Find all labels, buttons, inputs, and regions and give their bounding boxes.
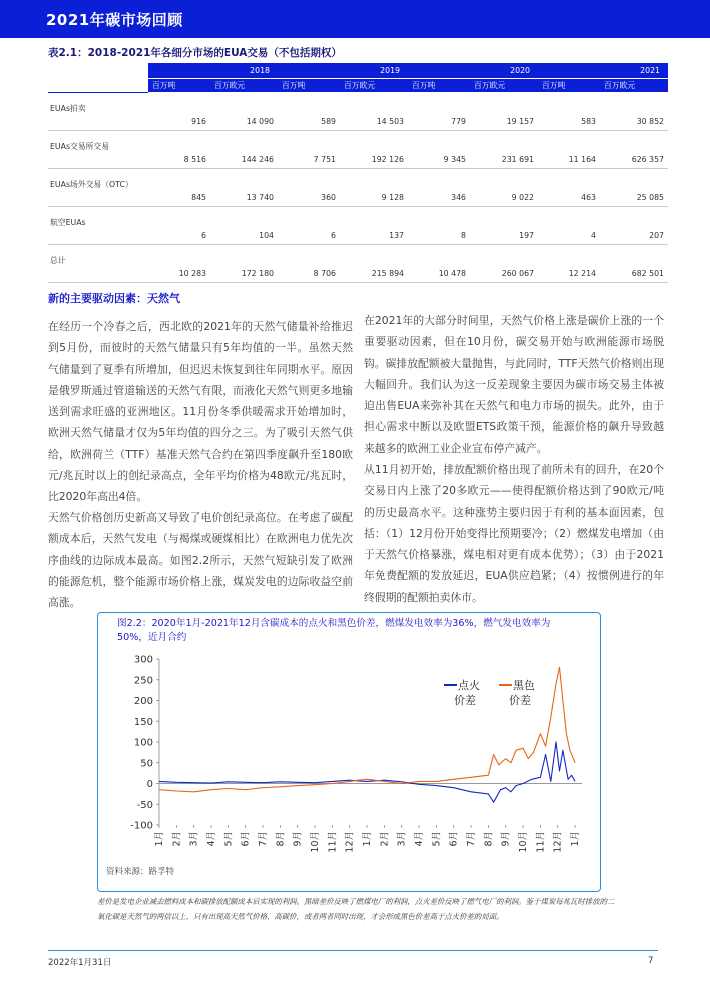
footer-date: 2022年1月31日 (48, 958, 112, 968)
table-cell: 11 164 (538, 130, 600, 168)
figure-note: 差价是发电企业减去燃料成本和碳排放配额成本后实现的利润。黑暗差价反映了燃煤电厂的利润，点火差价反映了燃气电厂的利润。鉴于煤炭每兆瓦时排放的二氧化碳是天然气的两倍以上，只有出现高天然气价格、高碳价，或者两者同时出现，才会形成黑色价差高于点火价差的局面。 (97, 897, 615, 921)
table-cell: 779 (408, 92, 470, 130)
legend-spark-spread-label-line1: 点火 (458, 679, 480, 692)
table-cell: 9 345 (408, 130, 470, 168)
x-tick-label: 9月 (292, 831, 304, 847)
unit-header: 百万欧元 (210, 79, 278, 93)
legend-dark-spread-label-line1: 黑色 (513, 679, 535, 692)
table-cell: 8 516 (148, 130, 210, 168)
header-bar (0, 0, 710, 38)
unit-header: 百万欧元 (470, 79, 538, 93)
paragraph-right-1: 在2021年的大部分时间里，天然气价格上涨是碳价上涨的一个重要驱动因素，但在10月份，碳交易开始与欧洲能源市场脱钩。碳排放配额被大量抛售，与此同时，TTF天然气价格则出现大幅回升。我们认为这一反差现象主要因为碳市场交易主体被迫出售EUA来弥补其在天然气和电力市场的损失。此外，由于担心需求中断以及欧盟ETS政策干预，能源价格的飙升导致越来越多的欧洲工业企业宣布停产减产。 (364, 314, 664, 455)
table-cell: 6 (148, 206, 210, 244)
x-tick-label: 10月 (310, 831, 322, 853)
x-tick-label: 8月 (275, 831, 287, 847)
table-cell: 19 157 (470, 92, 538, 130)
year-header: 2021 (538, 63, 668, 79)
table-cell: 231 691 (470, 130, 538, 168)
table-cell: 682 501 (600, 244, 668, 282)
x-tick-label: 6月 (240, 831, 252, 847)
y-tick-label: 300 (133, 654, 153, 666)
legend-dark-spread-label-line2: 价差 (509, 694, 531, 707)
table-cell: 192 126 (340, 130, 408, 168)
x-tick-label: 8月 (483, 831, 495, 847)
x-tick-label: 3月 (188, 831, 200, 847)
x-tick-label: 6月 (448, 831, 460, 847)
row-label: 航空EUAs (48, 206, 148, 244)
footer-rule (48, 950, 658, 951)
x-tick-label: 3月 (396, 831, 408, 847)
year-header-row (48, 63, 668, 79)
table-cell: 215 894 (340, 244, 408, 282)
y-tick-label: 150 (133, 716, 153, 728)
spread-line-chart (97, 645, 597, 867)
figure-caption: 图2.2：2020年1月-2021年12月含碳成本的点火和黑色价差，燃煤发电效率为36%，燃气发电效率为50%，近月合约 (117, 618, 551, 643)
table-cell: 14 090 (210, 92, 278, 130)
year-header: 2018 (148, 63, 278, 79)
table-cell: 25 085 (600, 168, 668, 206)
table-cell: 583 (538, 92, 600, 130)
x-tick-label: 1月 (154, 831, 165, 847)
row-label: 总计 (48, 244, 148, 282)
x-tick-label: 2月 (171, 831, 183, 847)
table-cell: 144 246 (210, 130, 278, 168)
table-cell: 9 022 (470, 168, 538, 206)
table-cell: 197 (470, 206, 538, 244)
table-cell: 104 (210, 206, 278, 244)
x-tick-label: 2月 (379, 831, 391, 847)
x-tick-label: 4月 (206, 831, 218, 847)
y-tick-label: -50 (136, 799, 153, 811)
table-cell: 9 128 (340, 168, 408, 206)
x-tick-label: 7月 (258, 831, 270, 847)
row-label: EUAs交易所交易 (48, 130, 148, 168)
figure-source: 资料来源：路孚特 (106, 867, 175, 877)
chart-legend (444, 678, 535, 707)
table-cell: 346 (408, 168, 470, 206)
paragraph-right-2: 从11月初开始，排放配额价格出现了前所未有的回升，在20个交易日内上涨了20多欧元——使得配额价格达到了90欧元/吨的历史最高水平。这种涨势主要归因于有利的基本面因素，包括：（1）12月份开始变得比预期要冷；（2）燃煤发电增加（由于天然气价格暴涨，煤电相对更有成本优势）；（3）由于2021年免费配额的发放延迟，EUA供应趋紧；（4）按惯例进行的年终假期的配额拍卖休市。 (364, 463, 664, 604)
x-tick-label: 5月 (431, 831, 443, 847)
legend-spark-spread-label-line2: 价差 (454, 694, 476, 707)
table-cell: 6 (278, 206, 340, 244)
table-cell: 14 503 (340, 92, 408, 130)
table-corner (48, 63, 148, 79)
row-label: EUAs场外交易（OTC） (48, 168, 148, 206)
year-header: 2020 (408, 63, 538, 79)
eua-trading-table (48, 63, 668, 283)
unit-header: 百万吨 (408, 79, 470, 93)
x-tick-label: 5月 (223, 831, 235, 847)
row-label: EUAs拍卖 (48, 92, 148, 130)
table-cell: 7 751 (278, 130, 340, 168)
table-row-total (48, 244, 668, 282)
table-cell: 137 (340, 206, 408, 244)
y-tick-label: 250 (133, 675, 153, 687)
x-tick-label: 1月 (362, 831, 374, 847)
x-tick-label: 11月 (535, 831, 547, 853)
unit-header-row (48, 79, 668, 93)
table-cell: 30 852 (600, 92, 668, 130)
page-number: 7 (648, 956, 654, 966)
section-title: 新的主要驱动因素：天然气 (48, 292, 180, 305)
table-cell: 4 (538, 206, 600, 244)
x-tick-label: 7月 (466, 831, 478, 847)
table-row (48, 168, 668, 206)
y-tick-label: 200 (133, 696, 153, 707)
table-row (48, 92, 668, 130)
unit-header: 百万吨 (278, 79, 340, 93)
x-tick-label: 10月 (518, 831, 530, 853)
table-cell: 916 (148, 92, 210, 130)
table-cell: 360 (278, 168, 340, 206)
table-cell: 463 (538, 168, 600, 206)
x-tick-label: 9月 (500, 831, 512, 847)
paragraph-left-1: 在经历一个冷春之后，西北欧的2021年的天然气储量补给推迟到5月份，而彼时的天然气储量只有5年均值的一半。虽然天然气储量到了夏季有所增加，但迟迟未恢复到往年同期水平。原因是俄罗斯通过管道输送的天然气有限，而液化天然气则更多地输送到需求旺盛的亚洲地区。11月份冬季供暖需求开始增加时，欧洲天然气储量才仅为5年均值的四分之三。为了吸引天然气供给，欧洲荷兰（TTF）基准天然气合约在第四季度飙升至180欧元/兆瓦时以上的创纪录高点，全年平均价格为48欧元/兆瓦时，比2020年高出4倍。 (48, 320, 353, 504)
x-tick-label: 11月 (327, 831, 339, 853)
x-tick-label: 12月 (344, 831, 356, 853)
unit-header: 百万吨 (148, 79, 210, 93)
y-tick-label: 50 (140, 758, 153, 770)
table-cell: 10 283 (148, 244, 210, 282)
unit-header: 百万欧元 (600, 79, 668, 93)
paragraph-left-2: 天然气价格创历史新高又导致了电价创纪录高位。在考虑了碳配额成本后，天然气发电（与褐煤或硬煤相比）在欧洲电力优先次序曲线的边际成本最高。如图2.2所示，天然气短缺引发了欧洲的能源危机，整个能源市场价格上涨，煤炭发电的边际收益空前高涨。 (48, 511, 353, 610)
table-row (48, 206, 668, 244)
table-caption: 表2.1：2018-2021年各细分市场的EUA交易（不包括期权） (48, 47, 342, 59)
x-tick-label: 1月 (570, 831, 582, 847)
table-cell: 260 067 (470, 244, 538, 282)
table-cell: 13 740 (210, 168, 278, 206)
unit-header: 百万吨 (538, 79, 600, 93)
spark-spread-line (159, 742, 575, 802)
x-tick-label: 12月 (552, 831, 564, 853)
table-cell: 8 (408, 206, 470, 244)
unit-header: 百万欧元 (340, 79, 408, 93)
x-tick-label: 4月 (414, 831, 426, 847)
y-tick-label: 100 (133, 737, 153, 749)
table-cell: 172 180 (210, 244, 278, 282)
year-header: 2019 (278, 63, 408, 79)
report-title: 2021年碳市场回顾 (46, 11, 183, 29)
table-cell: 8 706 (278, 244, 340, 282)
y-tick-label: -100 (130, 820, 153, 832)
table-cell: 207 (600, 206, 668, 244)
table-cell: 845 (148, 168, 210, 206)
table-corner (48, 79, 148, 93)
table-cell: 589 (278, 92, 340, 130)
table-cell: 10 478 (408, 244, 470, 282)
table-row (48, 130, 668, 168)
table-cell: 626 357 (600, 130, 668, 168)
y-tick-label: 0 (146, 779, 153, 790)
table-cell: 12 214 (538, 244, 600, 282)
